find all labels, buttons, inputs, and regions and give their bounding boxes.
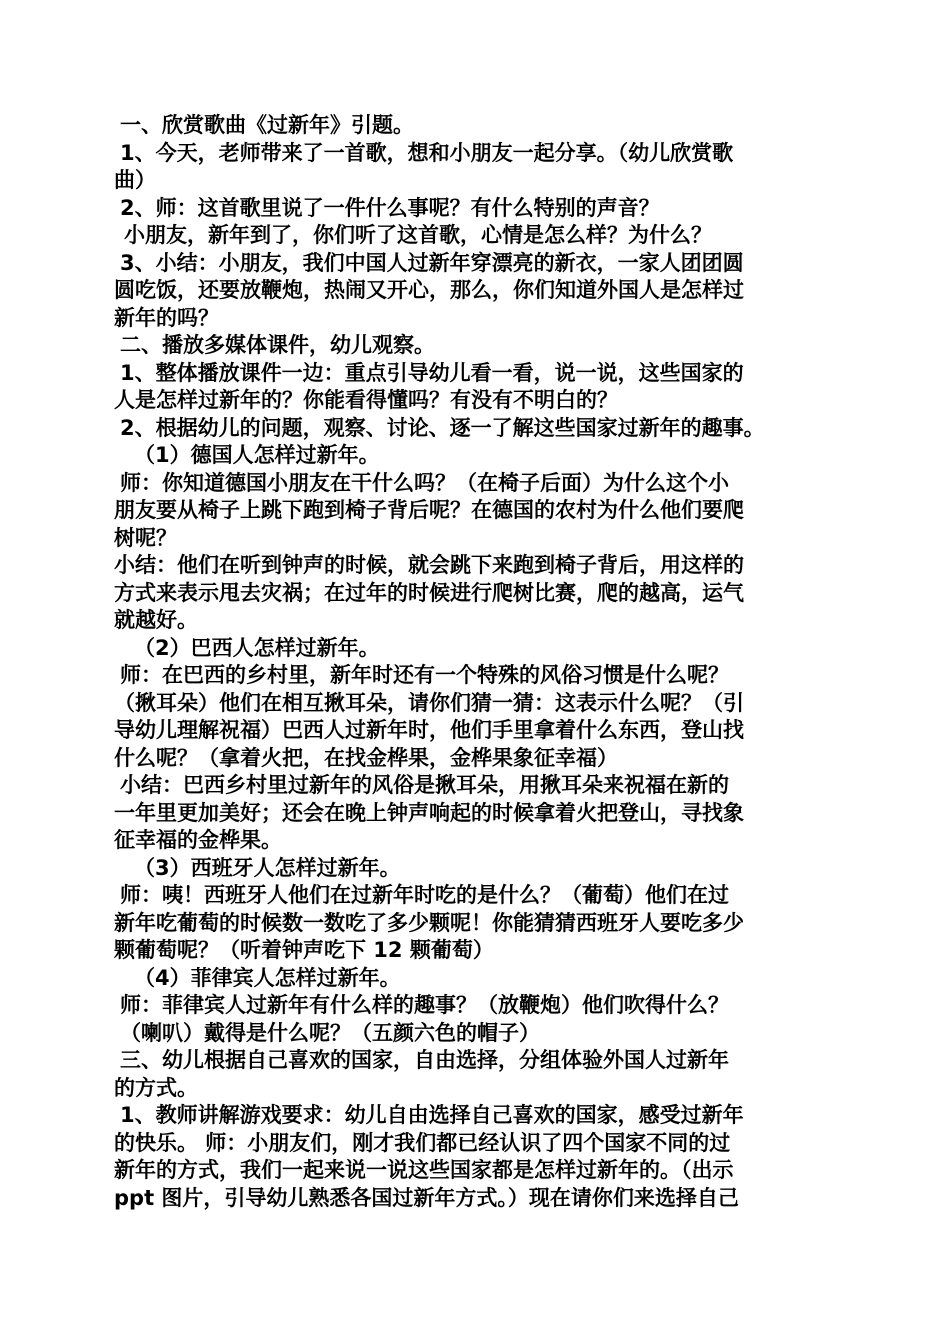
text-line: ppt 图片，引导幼儿熟悉各国过新年方式。）现在请你们来选择自己 [114,1185,739,1210]
text-line: 新年的吗？ [114,305,219,330]
text-line: 树呢？ [114,525,177,550]
text-line: 曲） [114,168,156,192]
text-line: 3、小结：小朋友，我们中国人过新年穿漂亮的新衣，一家人团团圆 [120,250,744,275]
document-body [114,112,840,1212]
text-line: 小结：巴西乡村里过新年的风俗是揪耳朵，用揪耳朵来祝福在新的 [120,773,729,797]
text-line: （3）西班牙人怎样过新年。 [134,855,401,880]
text-line: 就越好。 [114,608,198,632]
text-line: 三、幼儿根据自己喜欢的国家，自由选择，分组体验外国人过新年 [120,1048,729,1072]
text-line: 1、教师讲解游戏要求：幼儿自由选择自己喜欢的国家，感受过新年 [120,1103,744,1127]
text-line: 朋友要从椅子上跳下跑到椅子背后呢？在德国的农村为什么他们要爬 [114,498,744,522]
text-line: 什么呢？（拿着火把，在找金桦果，金桦果象征幸福） [114,745,618,770]
text-line: （揪耳朵）他们在相互揪耳朵，请你们猜一猜：这表示什么呢？（引 [114,690,744,715]
text-line: 1、整体播放课件一边：重点引导幼儿看一看，说一说，这些国家的 [120,360,744,385]
text-line: 2、师：这首歌里说了一件什么事呢？有什么特别的声音？ [120,195,660,220]
text-line: 师：你知道德国小朋友在干什么吗？（在椅子后面）为什么这个小 [120,470,729,495]
text-line: （喇叭）戴得是什么呢？（五颜六色的帽子） [120,1020,540,1045]
text-line: 人是怎样过新年的？你能看得懂吗？有没有不明白的？ [114,388,618,412]
text-line: 方式来表示甩去灾祸；在过年的时候进行爬树比赛，爬的越高，运气 [114,580,744,605]
text-line: （1）德国人怎样过新年。 [134,443,380,467]
text-line: 师：在巴西的乡村里，新年时还有一个特殊的风俗习惯是什么呢？ [120,663,729,687]
text-line: 小朋友，新年到了，你们听了这首歌，心情是怎么样？为什么？ [124,223,712,247]
text-line: 师：菲律宾人过新年有什么样的趣事？（放鞭炮）他们吹得什么？ [120,993,729,1017]
text-line: 1、今天，老师带来了一首歌，想和小朋友一起分享。（幼儿欣赏歌 [120,140,734,165]
text-line: 新年吃葡萄的时候数一数吃了多少颗呢！你能猜猜西班牙人要吃多少 [114,910,744,935]
text-line: 导幼儿理解祝福）巴西人过新年时，他们手里拿着什么东西，登山找 [114,718,744,742]
text-line: 的快乐。 师：小朋友们，刚才我们都已经认识了四个国家不同的过 [114,1130,731,1155]
text-line: 一、欣赏歌曲《过新年》引题。 [120,113,414,137]
text-line: 师：咦！西班牙人他们在过新年时吃的是什么？（葡萄）他们在过 [120,883,729,907]
text-line: （4）菲律宾人怎样过新年。 [134,965,401,990]
text-line: 征幸福的金桦果。 [114,828,282,852]
text-line: 圆吃饭，还要放鞭炮，热闹又开心，那么，你们知道外国人是怎样过 [114,278,744,302]
text-line: 新年的方式，我们一起来说一说这些国家都是怎样过新年的。（出示 [114,1158,734,1182]
text-line: 的方式。 [114,1075,198,1100]
text-line: 二、播放多媒体课件，幼儿观察。 [120,333,435,357]
text-line: 2、根据幼儿的问题，观察、讨论、逐一了解这些国家过新年的趣事。 [120,415,765,440]
text-line: （2）巴西人怎样过新年。 [134,635,380,660]
text-line: 颗葡萄呢？（听着钟声吃下 12 颗葡萄） [114,938,494,962]
text-line: 小结：他们在听到钟声的时候，就会跳下来跑到椅子背后，用这样的 [114,553,744,577]
text-line: 一年里更加美好；还会在晚上钟声响起的时候拿着火把登山，寻找象 [114,800,744,825]
